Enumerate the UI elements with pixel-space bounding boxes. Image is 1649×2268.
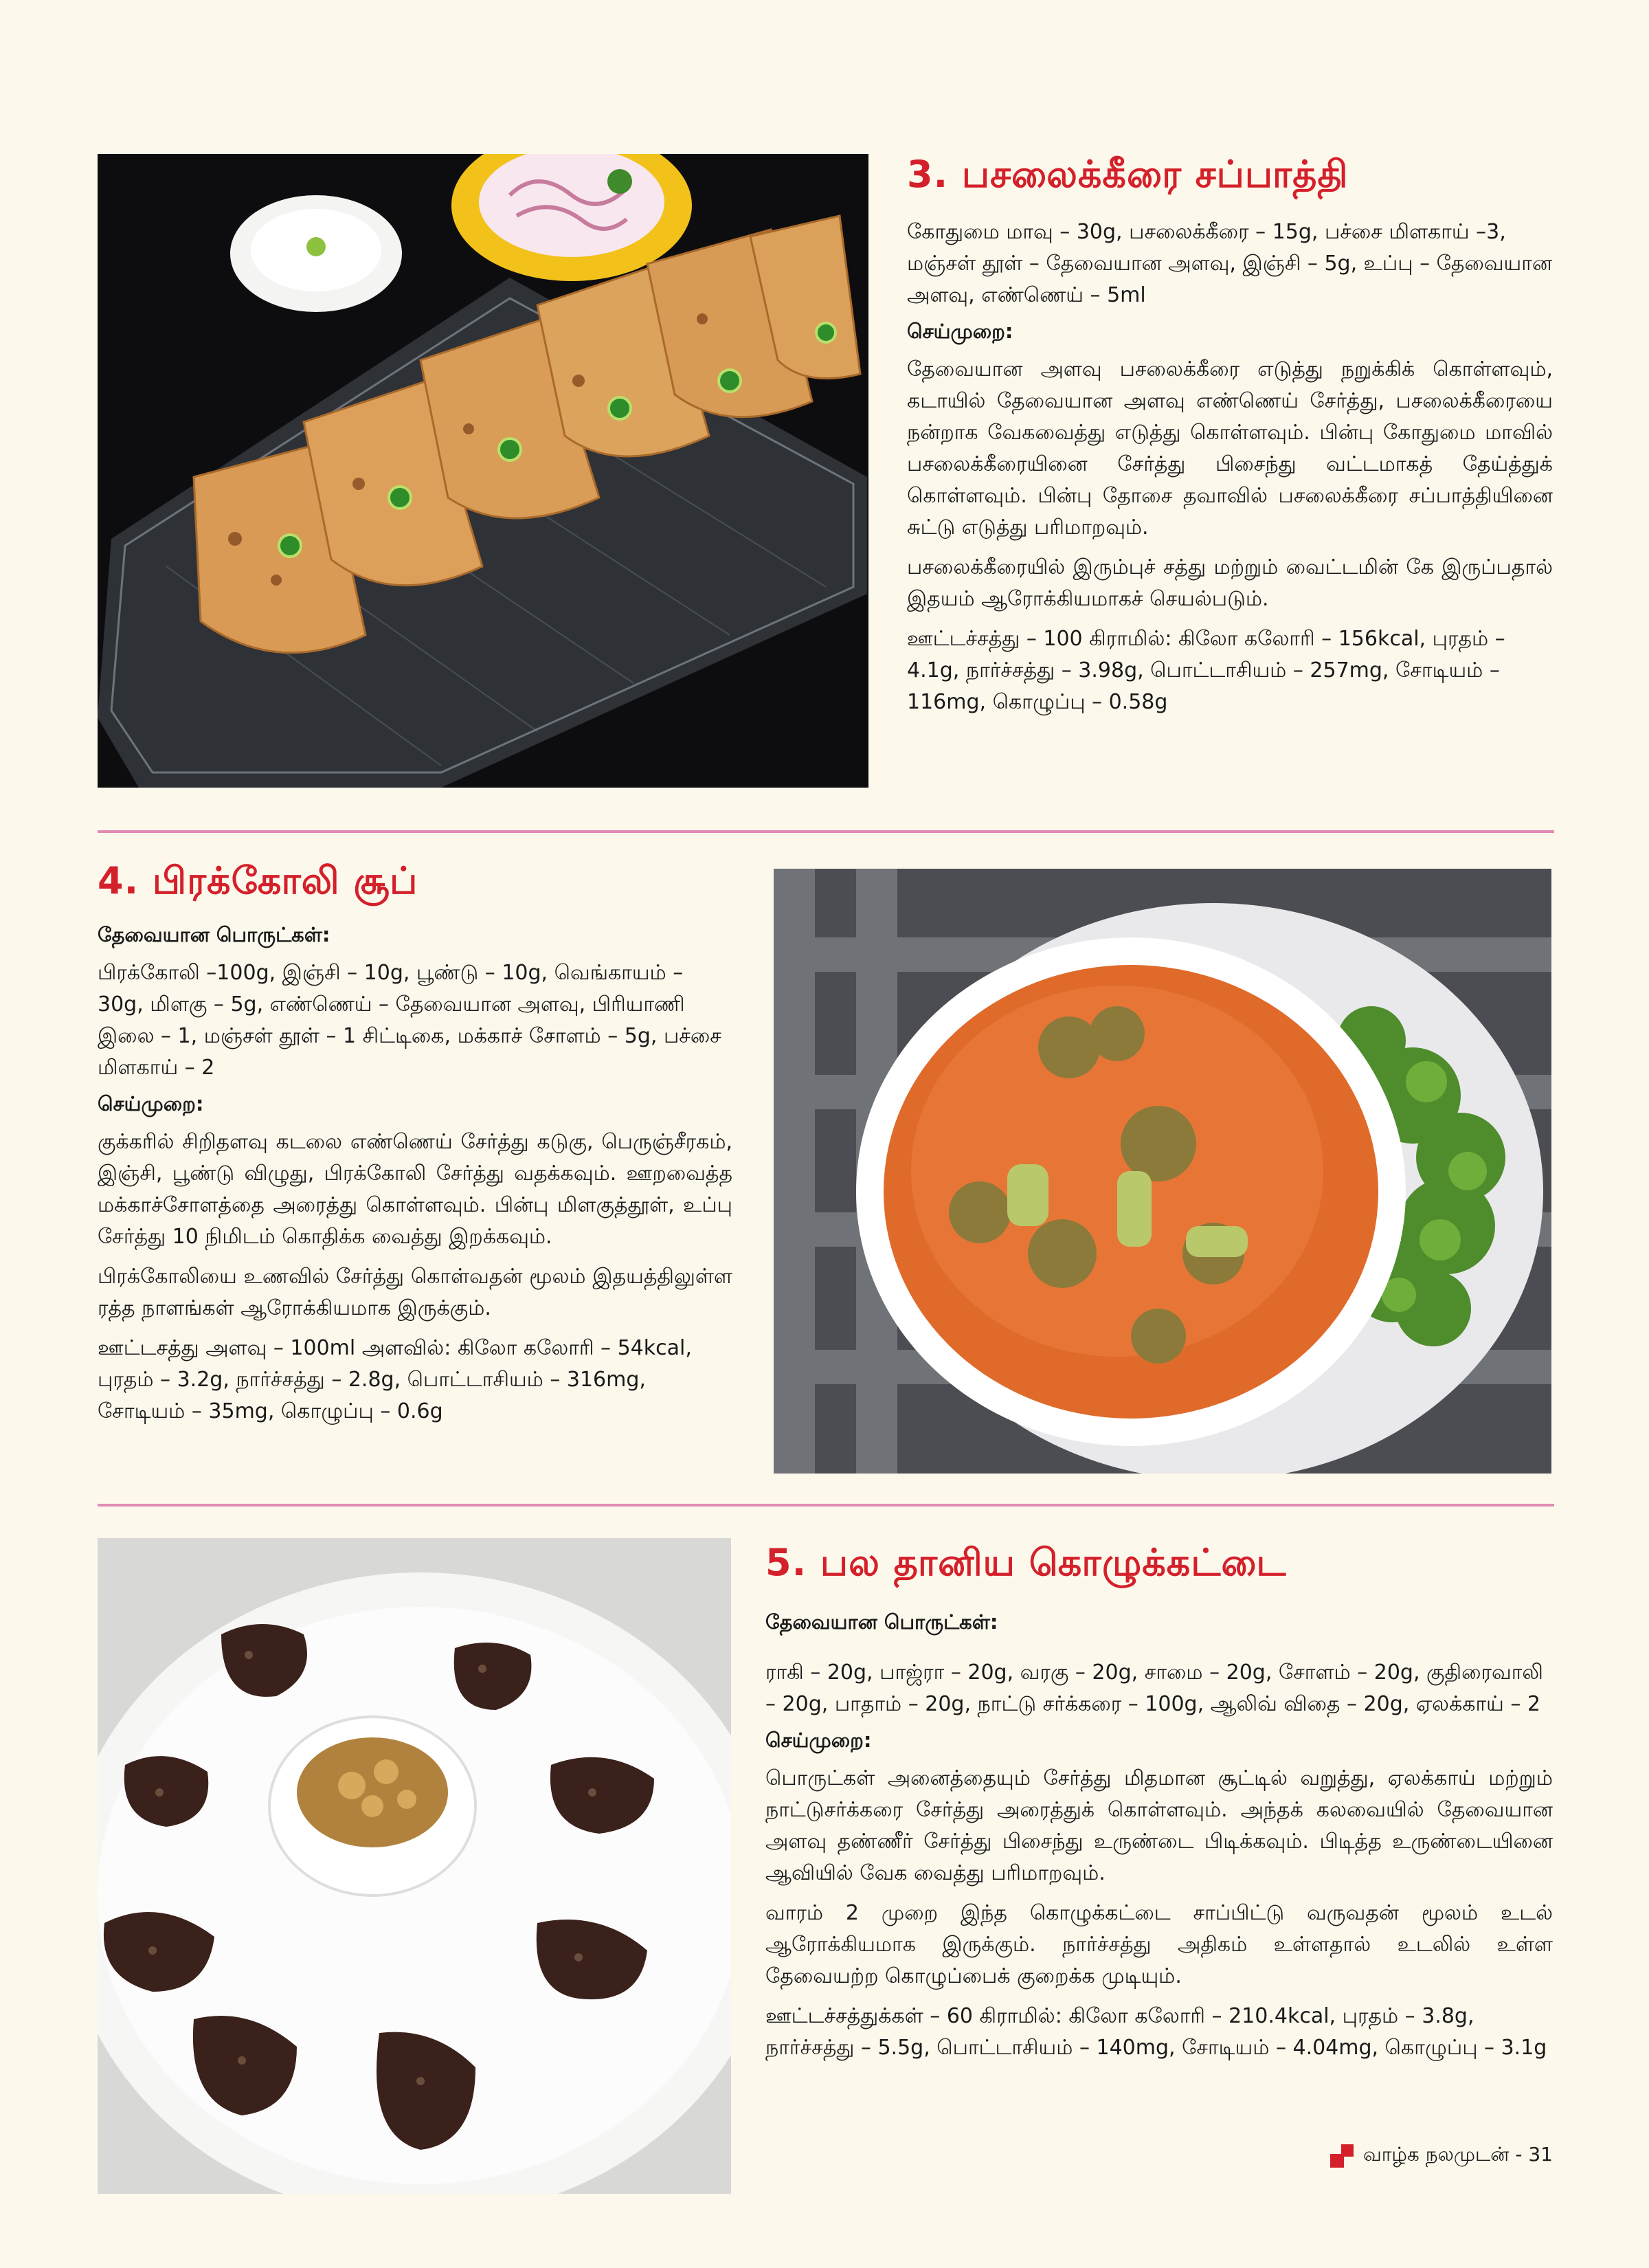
recipe-5-title: 5. பல தானிய கொழுக்கட்டை (765, 1541, 1287, 1584)
recipe-4-title: 4. பிரக்கோலி சூப் (98, 859, 418, 902)
kozhukattai-photo (98, 1538, 731, 2194)
recipe-5-benefit: வாரம் 2 முறை இந்த கொழுக்கட்டை சாப்பிட்டு வருவதன் மூலம் உடல் ஆரோக்கியமாக இருக்கும். நார்ச்சத்து அதிகம் உள்ளதால் உடலில் உள்ள தேவையற்ற கொழுப்பைக் குறைக்க முடியும். (765, 1901, 1553, 1988)
page-footer (1330, 2143, 1553, 2168)
recipe-3-method-label: செய்முறை: (907, 320, 1013, 343)
recipe-5-nutrition: ஊட்டச்சத்துக்கள் – 60 கிராமில்: கிலோ கலோரி – 210.4kcal, புரதம் – 3.8g, நார்ச்சத்து – 5.5g, பொட்டாசியம் – 140mg, சோடியம் – 4.04mg, கொழுப்பு – 3.1g (765, 2004, 1547, 2060)
recipe-5-method: பொருட்கள் அனைத்தையும் சேர்த்து மிதமான சூட்டில் வறுத்து, ஏலக்காய் மற்றும் நாட்டுசர்க்கரை சேர்த்து அரைத்துக் கொள்ளவும். அந்தக் கலவையில் தேவையான அளவு தண்ணீர் சேர்த்து பிசைந்து உருண்டை பிடிக்கவும். பிடித்த உருண்டையினை ஆவியில் வேக வைத்து பரிமாறவும். (765, 1766, 1553, 1885)
broccoli-soup-photo (774, 869, 1551, 1474)
divider-2 (98, 1504, 1554, 1507)
recipe-4-method-label: செய்முறை: (98, 1092, 204, 1115)
recipe-3-benefit: பசலைக்கீரையில் இரும்புச் சத்து மற்றும் வைட்டமின் கே இருப்பதால் இதயம் ஆரோக்கியமாகச் செயல்படும். (907, 555, 1553, 611)
chapati-photo (98, 154, 868, 788)
recipe-3-method: தேவையான அளவு பசலைக்கீரை எடுத்து நறுக்கிக் கொள்ளவும், கடாயில் தேவையான அளவு எண்ணெய் சேர்த்து, பசலைக்கீரையை நன்றாக வேகவைத்து எடுத்து கொள்ளவும். பின்பு கோதுமை மாவில் பசலைக்கீரையினை சேர்த்து பிசைந்து வட்டமாகத் தேய்த்துக் கொள்ளவும். பின்பு தோசை தவாவில் பசலைக்கீரை சப்பாத்தியினை சுட்டு எடுத்து பரிமாறவும். (907, 357, 1553, 540)
recipe-3-title: 3. பசலைக்கீரை சப்பாத்தி (907, 153, 1349, 196)
recipe-4-text (98, 859, 732, 1436)
divider-1 (98, 830, 1554, 833)
recipe-3-nutrition: ஊட்டச்சத்து – 100 கிராமில்: கிலோ கலோரி – 156kcal, புரதம் – 4.1g, நார்ச்சத்து – 3.98g, பொட்டாசியம் – 257mg, சோடியம் – 116mg, கொழுப்பு – 0.58g (907, 627, 1505, 714)
recipe-4-nutrition: ஊட்டசத்து அளவு – 100ml அளவில்: கிலோ கலோரி – 54kcal, புரதம் – 3.2g, நார்ச்சத்து – 2.8g, பொட்டாசியம் – 316mg, சோடியம் – 35mg, கொழுப்பு – 0.6g (98, 1336, 692, 1423)
recipe-5-method-label: செய்முறை: (765, 1728, 872, 1752)
recipe-4-benefit: பிரக்கோலியை உணவில் சேர்த்து கொள்வதன் மூலம் இதயத்திலுள்ள ரத்த நாளங்கள் ஆரோக்கியமாக இருக்கும். (98, 1265, 732, 1320)
recipe-3-ingredients: கோதுமை மாவு – 30g, பசலைக்கீரை – 15g, பச்சை மிளகாய் –3, மஞ்சள் தூள் – தேவையான அளவு, இஞ்சி – 5g, உப்பு – தேவையான அளவு, எண்ணெய் – 5ml (907, 220, 1553, 307)
recipe-4-ingredients-label: தேவையான பொருட்கள்: (98, 923, 330, 946)
recipe-5-text (765, 1541, 1553, 2072)
footer-text: வாழ்க நலமுடன் - 31 (1362, 2143, 1553, 2166)
recipe-3-text (907, 153, 1553, 726)
recipe-4-method: குக்கரில் சிறிதளவு கடலை எண்ணெய் சேர்த்து கடுகு, பெருஞ்சீரகம், இஞ்சி, பூண்டு விழுது, பிரக்கோலி சேர்த்து வதக்கவும். ஊறவைத்த மக்காச்சோளத்தை அரைத்து கொள்ளவும். பின்பு மிளகுத்தூள், உப்பு சேர்த்து 10 நிமிடம் கொதிக்க வைத்து இறக்கவும். (98, 1130, 732, 1249)
recipe-5-ingredients: ராகி – 20g, பாஜ்ரா – 20g, வரகு – 20g, சாமை – 20g, சோளம் – 20g, குதிரைவாலி – 20g, பாதாம் – 20g, நாட்டு சர்க்கரை – 100g, ஆலிவ் விதை – 20g, ஏலக்காய் – 2 (765, 1660, 1543, 1716)
magazine-logo-icon (1330, 2144, 1354, 2168)
recipe-5-ingredients-label: தேவையான பொருட்கள்: (765, 1610, 998, 1634)
recipe-4-ingredients: பிரக்கோலி –100g, இஞ்சி – 10g, பூண்டு – 10g, வெங்காயம் – 30g, மிளகு – 5g, எண்ணெய் – தேவையான அளவு, பிரியாணி இலை – 1, மஞ்சள் தூள் – 1 சிட்டிகை, மக்காச் சோளம் – 5g, பச்சை மிளகாய் – 2 (98, 961, 721, 1080)
